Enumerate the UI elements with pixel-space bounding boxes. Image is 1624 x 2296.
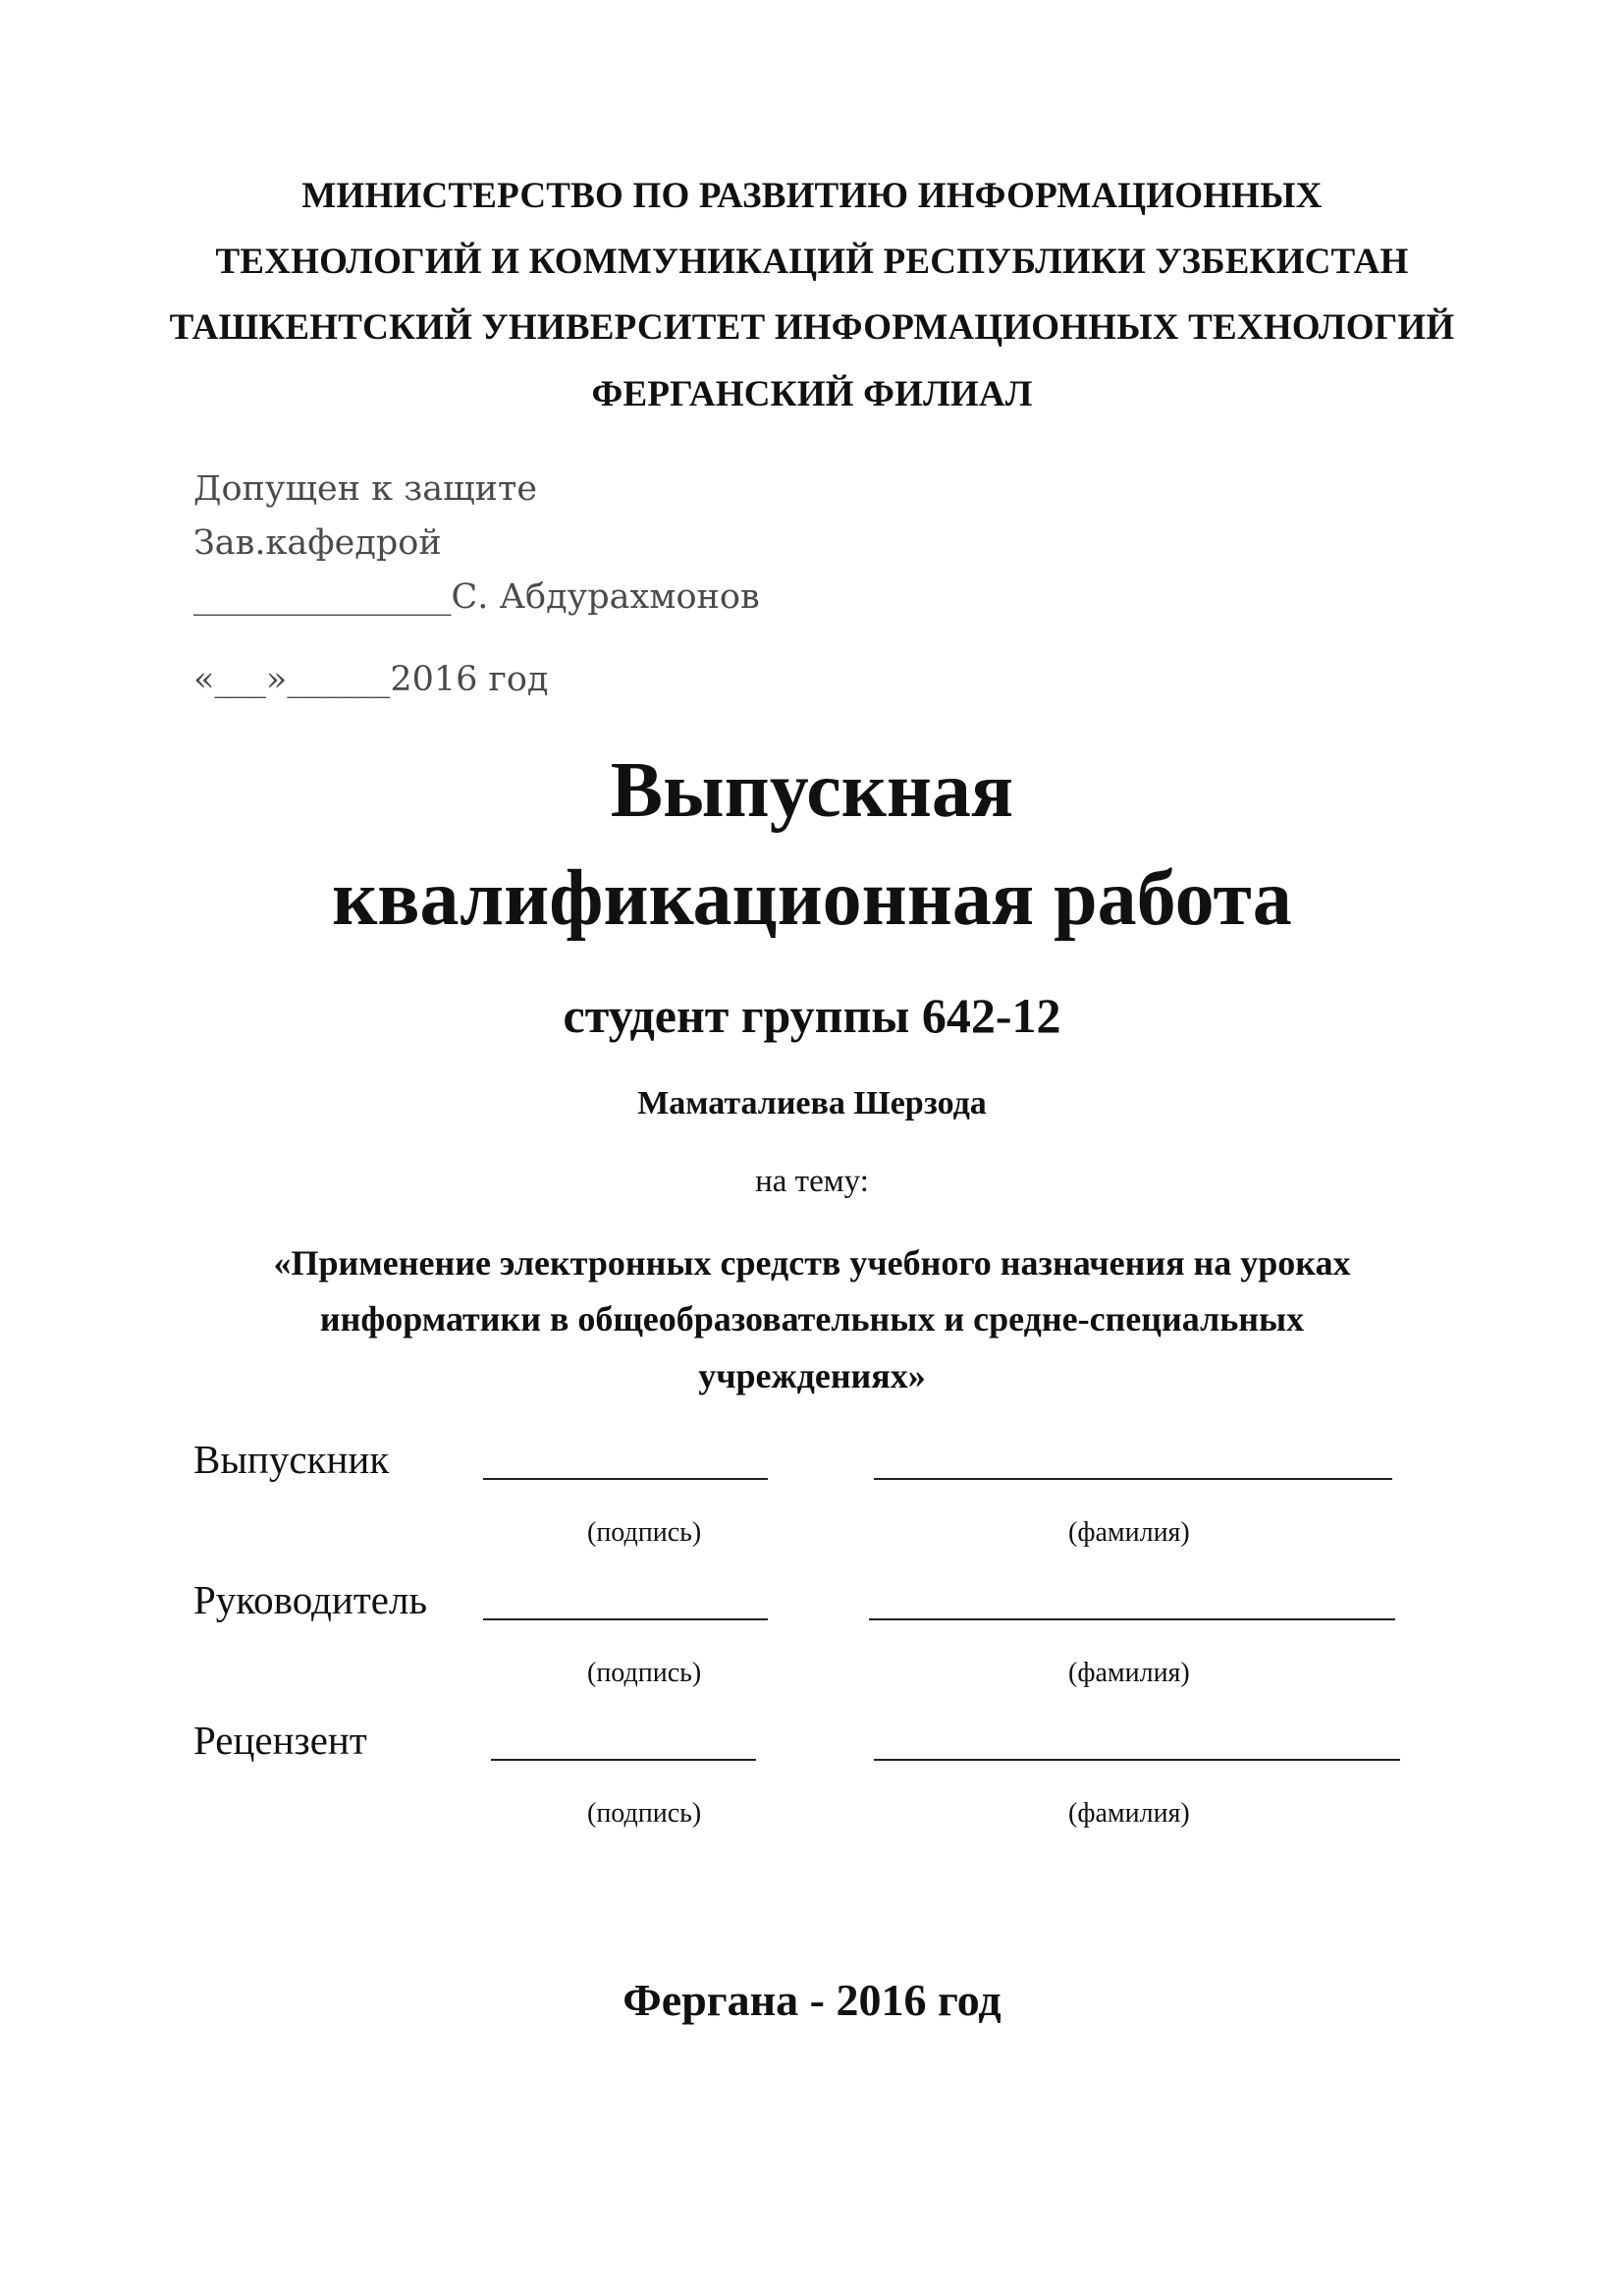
supervisor-surname-line bbox=[869, 1618, 1395, 1620]
graduate-surname-line bbox=[874, 1478, 1392, 1480]
topic-line-3: учреждениях» bbox=[698, 1356, 926, 1395]
ministry-line-1: МИНИСТЕРСТВО ПО РАЗВИТИЮ ИНФОРМАЦИОННЫХ bbox=[301, 176, 1323, 216]
branch-line: ФЕРГАНСКИЙ ФИЛИАЛ bbox=[591, 374, 1033, 414]
graduate-signature-caption: (подпись) bbox=[587, 1517, 702, 1548]
reviewer-signature-caption: (подпись) bbox=[587, 1798, 702, 1829]
student-group: студент группы 642-12 bbox=[563, 988, 1061, 1043]
admitted-to-defense: Допущен к защите bbox=[193, 469, 538, 509]
ministry-line-2: ТЕХНОЛОГИЙ И КОММУНИКАЦИЙ РЕСПУБЛИКИ УЗБЕКИСТАН bbox=[215, 242, 1409, 282]
reviewer-label: Рецензент bbox=[193, 1718, 367, 1763]
supervisor-surname-caption: (фамилия) bbox=[1068, 1658, 1190, 1688]
head-of-department: Зав.кафедрой bbox=[193, 523, 442, 563]
theme-label: на тему: bbox=[755, 1164, 869, 1199]
supervisor-label: Руководитель bbox=[193, 1577, 428, 1622]
reviewer-surname-caption: (фамилия) bbox=[1068, 1798, 1190, 1829]
head-signature-line: _______________С. Абдурахмонов bbox=[193, 577, 760, 617]
graduate-signature-line bbox=[483, 1478, 768, 1480]
topic-line-2: информатики в общеобразовательных и средне-специальных bbox=[319, 1299, 1305, 1339]
reviewer-surname-line bbox=[874, 1759, 1400, 1761]
supervisor-signature-line bbox=[483, 1618, 768, 1620]
university-line: ТАШКЕНТСКИЙ УНИВЕРСИТЕТ ИНФОРМАЦИОННЫХ ТЕХНОЛОГИЙ bbox=[169, 307, 1455, 348]
title-line-2: квалификационная работа bbox=[332, 855, 1292, 942]
graduate-label: Выпускник bbox=[193, 1437, 390, 1482]
reviewer-signature-line bbox=[491, 1759, 756, 1761]
graduate-surname-caption: (фамилия) bbox=[1068, 1517, 1190, 1548]
approval-date-line: «___»______2016 год bbox=[193, 660, 549, 699]
place-and-year: Фергана - 2016 год bbox=[623, 1975, 1001, 2025]
supervisor-signature-caption: (подпись) bbox=[587, 1658, 702, 1688]
topic-line-1: «Применение электронных средств учебного назначения на уроках bbox=[273, 1243, 1351, 1283]
title-line-1: Выпускная bbox=[610, 747, 1014, 834]
student-name: Маматалиева Шерзода bbox=[637, 1085, 987, 1121]
